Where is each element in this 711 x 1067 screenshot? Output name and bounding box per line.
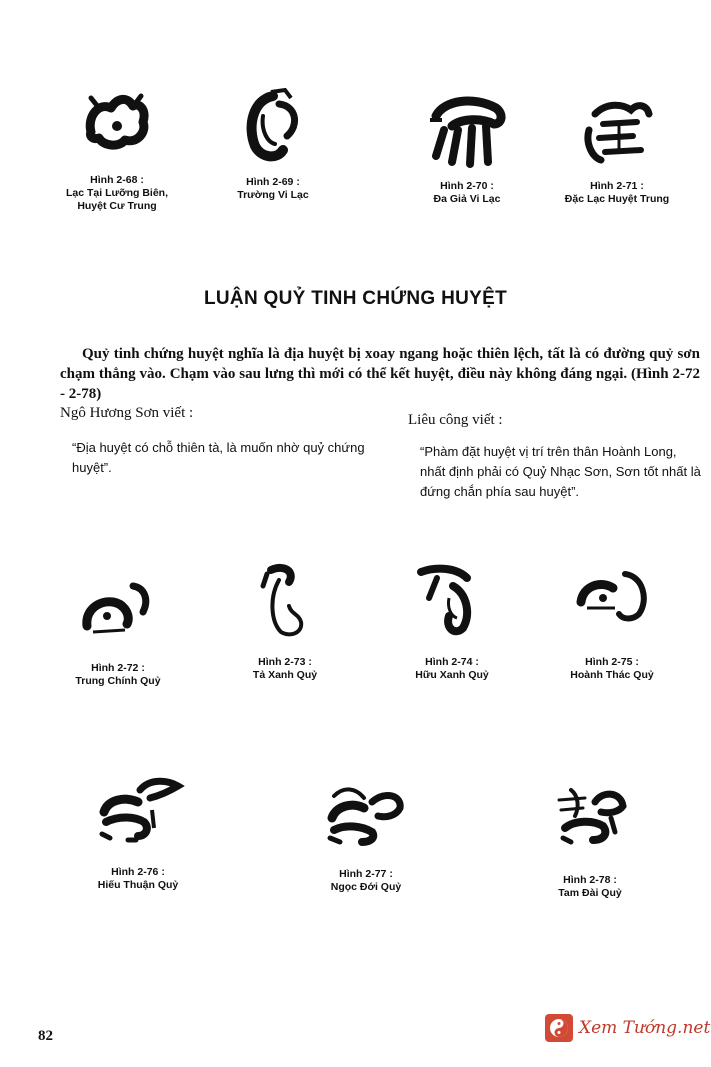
figure-name: Đặc Lạc Huyệt Trung (564, 193, 670, 205)
quote-author-lieu-cong: Liêu công viết : (408, 412, 503, 428)
figure-name: Hữu Xanh Quỷ (415, 669, 489, 681)
figure-label: Hình 2-73 : (258, 656, 312, 668)
figure-2-68 (62, 88, 172, 213)
figure-label: Hình 2-72 : (91, 662, 145, 674)
mountain-sketch-icon (73, 572, 163, 656)
figure-label: Hình 2-78 : (563, 874, 617, 886)
figure-name: Trường Vi Lạc (237, 189, 309, 201)
figure-name: Tả Xanh Quỷ (252, 669, 318, 681)
figure-2-76 (78, 770, 198, 892)
figure-label: Hình 2-68 : (90, 174, 144, 186)
mountain-sketch-icon (88, 770, 188, 860)
figure-2-78 (530, 778, 650, 900)
quote-text-lieu-cong: “Phàm đặt huyệt vị trí trên thân Hoành Long, nhất định phải có Quỷ Nhạc Sơn, Sơn tốt nhất là đứng chắn phía sau huyệt”. (420, 444, 701, 499)
figure-label: Hình 2-71 : (590, 180, 644, 192)
figure-label: Hình 2-69 : (246, 176, 300, 188)
figure-name: Ngọc Đới Quỷ (330, 881, 402, 893)
watermark-link[interactable] (545, 1014, 710, 1042)
quote-text-ngo-huong-son: “Địa huyệt có chỗ thiên tà, là muốn nhờ quỷ chứng huyệt”. (72, 440, 365, 475)
section-title: LUẬN QUỶ TINH CHỨNG HUYỆT (204, 288, 507, 309)
figure-label: Hình 2-76 : (111, 866, 165, 878)
figure-name: Đa Giả Vi Lạc (433, 193, 501, 205)
watermark-text: Xem Tướng.net (579, 1018, 711, 1038)
figure-2-71 (562, 94, 672, 206)
figure-label: Hình 2-77 : (339, 868, 393, 880)
figure-name: Trung Chính Quỷ (75, 675, 161, 687)
figure-name: Lạc Tại Lưỡng Biên, (66, 187, 168, 199)
figure-name: Hoành Thác Quỷ (570, 669, 654, 681)
figure-2-75 (552, 562, 672, 682)
intro-paragraph: Quỷ tinh chứng huyệt nghĩa là địa huyệt bị xoay ngang hoặc thiên lệch, tất là có đường quỷ sơn chạm thẳng vào. Chạm vào sau lưng thì mới có thể kết huyệt, điều này không đáng ngại. (Hình 2-72 - 2-78) (60, 346, 700, 402)
figure-name: Huyệt Cư Trung (77, 200, 157, 212)
figure-2-77 (306, 772, 426, 894)
mountain-sketch-icon (316, 772, 416, 862)
figure-2-70 (412, 90, 522, 206)
figure-label: Hình 2-75 : (585, 656, 639, 668)
figure-2-72 (58, 572, 178, 688)
figure-name: Hiếu Thuận Quỷ (97, 879, 179, 891)
mountain-sketch-icon (567, 562, 657, 650)
figure-label: Hình 2-70 : (440, 180, 494, 192)
quote-author-ngo-huong-son: Ngô Hương Sơn viết : (60, 405, 194, 421)
mountain-sketch-icon (77, 88, 157, 168)
page-number: 82 (38, 1028, 53, 1044)
figure-2-74 (392, 558, 512, 682)
mountain-sketch-icon (407, 558, 497, 650)
figure-name: Tam Đài Quỷ (558, 887, 622, 899)
mountain-sketch-icon (245, 558, 325, 650)
figure-label: Hình 2-74 : (425, 656, 479, 668)
figure-2-69 (218, 86, 328, 202)
mountain-sketch-icon (545, 778, 635, 868)
figure-2-73 (225, 558, 345, 682)
yin-yang-icon (545, 1014, 573, 1042)
mountain-sketch-icon (233, 86, 313, 170)
mountain-sketch-icon (422, 90, 512, 174)
mountain-sketch-icon (575, 94, 659, 174)
